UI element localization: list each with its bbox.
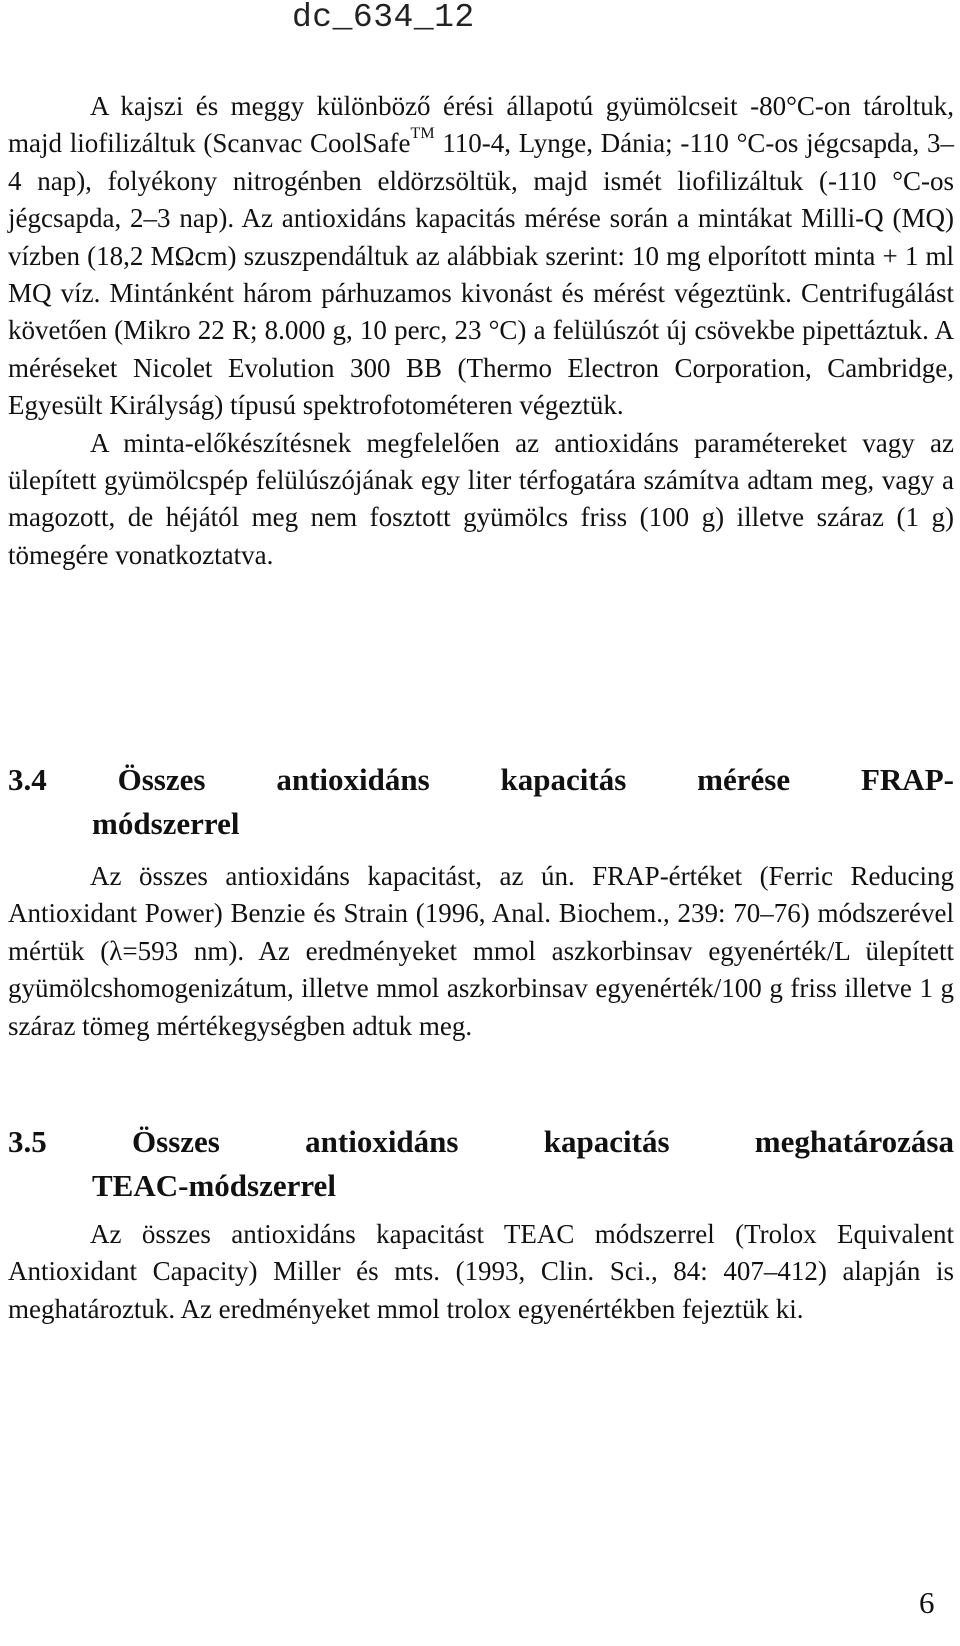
section-3-5-number: 3.5 xyxy=(8,1124,47,1159)
section-3-4-title-word: mérése xyxy=(697,762,791,797)
section-3-5-title-word: antioxidáns xyxy=(305,1124,459,1159)
section-3-4-number: 3.4 xyxy=(8,762,47,797)
trademark-superscript: TM xyxy=(410,125,435,143)
section-3-4-title-word: kapacitás xyxy=(500,762,627,797)
section-3-5-title-word: kapacitás xyxy=(543,1124,670,1159)
section-3-4-heading-line-2: módszerrel xyxy=(92,806,240,841)
section-3-4-title-word: FRAP- xyxy=(860,762,954,797)
section-3-5-heading-line-2: TEAC-módszerrel xyxy=(92,1168,336,1203)
section-3-4-body xyxy=(8,858,954,1045)
methods-section xyxy=(8,88,954,574)
methods-text-end: 110-4, Lynge, Dánia; -110 °C-os jégcsapda, 3–4 nap), folyékony nitrogénben eldörzsöltük, majd ismét liofilizáltuk (-110 °C-os jégcsapda, 2–3 nap). Az antioxidáns kapacitás mérése során a mintákat Milli-Q (MQ) vízben (18,2 MΩcm) szuszpendáltuk az alábbiak szerint: 10 mg elporított minta + 1 ml MQ víz. Mintánként három párhuzamos kivonást és mérést végeztünk. Centrifugálást követően (Mikro 22 R; 8.000 g, 10 perc, 23 °C) a felülúszót új csövekbe pipettáztuk. A méréseket Nicolet Evolution 300 BB (Thermo Electron Corporation, Cambridge, Egyesült Királyság) típusú spektrofotométeren végeztük. xyxy=(8,128,955,421)
section-3-4-title-word: antioxidáns xyxy=(276,762,430,797)
section-3-5-body xyxy=(8,1216,954,1328)
methods-paragraph-2: A minta-előkészítésnek megfelelően az antioxidáns paramétereket vagy az ülepített gyümölcspép felülúszójának egy liter térfogatára számítva adtam meg, vagy a magozott, de héjától meg nem fosztott gyümölcs friss (100 g) illetve száraz (1 g) tömegére vonatkoztatva. xyxy=(8,427,954,570)
page-number: 6 xyxy=(919,1585,935,1620)
section-3-5-paragraph: Az összes antioxidáns kapacitást TEAC módszerrel (Trolox Equivalent Antioxidant Capacity) Miller és mts. (1993, Clin. Sci., 84: 407–412) alapján is meghatároztuk. Az eredményeket mmol trolox egyenértékben fejeztük ki. xyxy=(8,1219,954,1324)
section-3-5-heading-line-1 xyxy=(8,1120,954,1164)
methods-text-start: A kajszi és meggy különböző érési állapotú gyümölcseit -80°C-on tároltuk, majd liofilizáltuk (Scanvac CoolSafe xyxy=(8,91,954,159)
methods-paragraph-1 xyxy=(8,88,954,425)
section-3-5-title-word: meghatározása xyxy=(754,1124,954,1159)
section-3-5-title-word: Összes xyxy=(132,1124,220,1159)
section-3-4-title-word: Összes xyxy=(117,762,206,797)
section-3-4-paragraph: Az összes antioxidáns kapacitást, az ún. FRAP-értéket (Ferric Reducing Antioxidant Power) Benzie és Strain (1996, Anal. Biochem., 239: 70–76) módszerével mértük (λ=593 nm). Az eredményeket mmol aszkorbinsav egyenérték/L ülepített gyümölcshomogenizátum, illetve mmol aszkorbinsav egyenérték/100 g friss illetve 1 g száraz tömeg mértékegységben adtuk meg. xyxy=(8,861,954,1041)
section-3-4-heading-line-1 xyxy=(8,758,954,802)
section-3-5-heading xyxy=(8,1120,954,1208)
document-id: dc_634_12 xyxy=(292,0,475,36)
section-3-4-heading xyxy=(8,758,954,846)
